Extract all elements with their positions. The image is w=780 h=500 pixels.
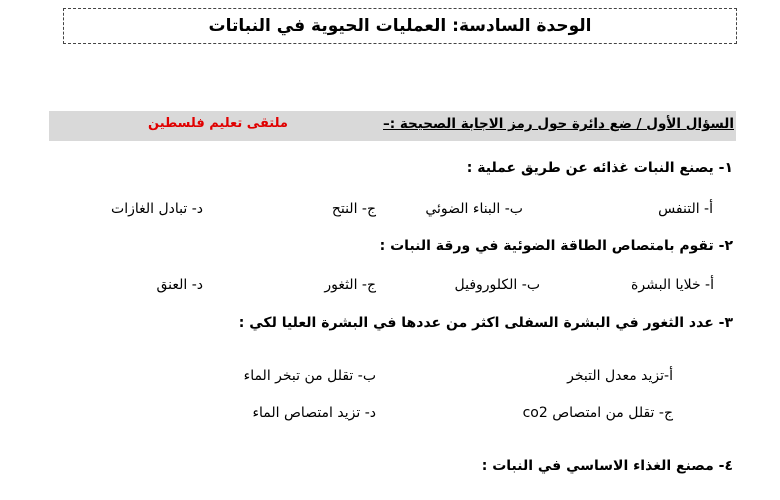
question-2-text: ٢- تقوم بامتصاص الطاقة الضوئية في ورقة النبات : — [379, 238, 733, 254]
question-3-text: ٣- عدد الثغور في البشرة السفلى اكثر من عددها في البشرة العليا لكي : — [238, 315, 733, 331]
q3-option-d: د- تزيد امتصاص الماء — [252, 405, 376, 421]
brand-label: ملتقى تعليم فلسطين — [148, 116, 288, 131]
q2-option-a: أ- خلايا البشرة — [631, 277, 714, 293]
question-heading: السؤال الأول / ضع دائرة حول رمز الاجابة الصحيحة :– — [383, 116, 734, 132]
q2-option-b: ب- الكلوروفيل — [454, 277, 540, 293]
question-1-text: ١- يصنع النبات غذائه عن طريق عملية : — [466, 160, 733, 176]
question-4-text: ٤- مصنع الغذاء الاساسي في النبات : — [481, 458, 733, 474]
q2-option-c: ج- الثغور — [324, 277, 376, 293]
unit-title-box — [63, 8, 737, 44]
unit-title: الوحدة السادسة: العمليات الحيوية في النباتات — [208, 16, 592, 36]
q3-option-c: ج- تقلل من امتصاص co2 — [522, 405, 673, 421]
q2-option-d: د- العنق — [156, 277, 203, 293]
q1-option-c: ج- النتح — [331, 201, 376, 217]
q1-option-b: ب- البناء الضوئي — [425, 201, 523, 217]
q3-option-b: ب- تقلل من تبخر الماء — [243, 368, 376, 384]
q3-option-a: أ-تزيد معدل التبخر — [567, 368, 673, 384]
q1-option-a: أ- التنفس — [658, 201, 713, 217]
q1-option-d: د- تبادل الغازات — [111, 201, 203, 217]
